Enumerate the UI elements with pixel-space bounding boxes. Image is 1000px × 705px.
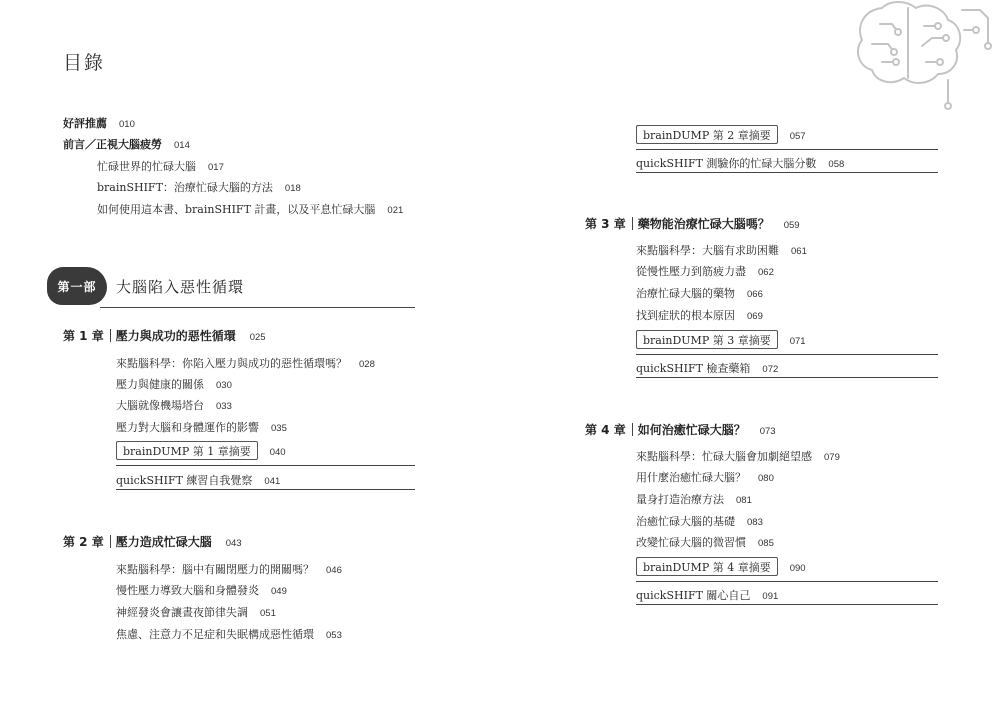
- brain-circuit-icon: [852, 0, 1000, 112]
- toc-entry-shift[interactable]: [116, 472, 280, 488]
- toc-page-number: 071: [789, 336, 806, 347]
- toc-page-number: 035: [271, 423, 287, 434]
- chapter-title: 如何治癒忙碌大腦？: [637, 423, 746, 437]
- toc-entry[interactable]: [116, 561, 342, 577]
- toc-page-number: 053: [326, 630, 342, 641]
- toc-entry-label: 找到症狀的根本原因: [636, 309, 735, 322]
- toc-entry[interactable]: [636, 307, 763, 323]
- page-title: 目錄: [63, 52, 106, 74]
- toc-entry[interactable]: [63, 115, 135, 131]
- chapter-separator: [632, 217, 633, 230]
- toc-entry[interactable]: [97, 158, 224, 174]
- toc-entry-label: 來點腦科學：大腦有求助困難: [636, 244, 779, 257]
- section-divider: [636, 172, 938, 173]
- toc-entry-label: 來點腦科學：你陷入壓力與成功的惡性循環嗎？: [116, 357, 347, 370]
- section-divider: [636, 149, 938, 150]
- toc-page-number: 049: [271, 586, 287, 597]
- toc-page-number: 080: [758, 473, 774, 484]
- chapter-number: 第 2 章: [63, 535, 104, 549]
- toc-entry-dump[interactable]: [636, 125, 806, 144]
- toc-entry-label: 壓力對大腦和身體運作的影響: [116, 421, 259, 434]
- toc-page-number: 021: [387, 205, 404, 216]
- toc-entry[interactable]: [636, 263, 774, 279]
- toc-entry-label: 來點腦科學：忙碌大腦會加劇絕望感: [636, 450, 812, 463]
- chapter-title: 壓力與成功的惡性循環: [115, 329, 236, 343]
- chapter-heading[interactable]: [585, 421, 776, 438]
- toc-entry-label: 忙碌世界的忙碌大腦: [97, 160, 196, 173]
- brain-dump-label: brainDUMP 第 2 章摘要: [636, 125, 778, 144]
- toc-entry-shift[interactable]: [636, 155, 844, 171]
- brain-dump-label: brainDUMP 第 4 章摘要: [636, 557, 778, 576]
- section-divider: [636, 377, 938, 378]
- brain-dump-label: brainDUMP 第 1 章摘要: [116, 441, 258, 460]
- toc-page-number: 028: [359, 359, 375, 370]
- toc-entry-dump[interactable]: [636, 330, 806, 349]
- toc-entry[interactable]: [116, 626, 342, 642]
- toc-page-number: 033: [216, 401, 232, 412]
- toc-entry[interactable]: [116, 604, 276, 620]
- chapter-title: 藥物能治療忙碌大腦嗎？: [637, 217, 770, 231]
- chapter-number: 第 1 章: [63, 329, 104, 343]
- toc-entry-label: 神經發炎會讓晝夜節律失調: [116, 606, 248, 619]
- toc-page-number: 069: [747, 311, 763, 322]
- toc-page-number: 081: [736, 495, 752, 506]
- toc-page-number: 046: [326, 565, 342, 576]
- chapter-heading[interactable]: [63, 533, 242, 550]
- toc-entry-label: 慢性壓力導致大腦和身體發炎: [116, 584, 259, 597]
- toc-entry-label: 從慢性壓力到筋疲力盡: [636, 265, 746, 278]
- toc-page-number: 091: [762, 591, 779, 602]
- quick-shift-label: quickSHIFT 練習自我覺察: [116, 474, 253, 487]
- toc-entry-label: 治療忙碌大腦的藥物: [636, 287, 735, 300]
- part-divider: [100, 307, 415, 308]
- section-divider: [116, 489, 415, 490]
- toc-page-number: 018: [284, 183, 301, 194]
- toc-page-number: 057: [789, 131, 806, 142]
- toc-page-number: 059: [783, 220, 800, 231]
- toc-entry-dump[interactable]: [116, 441, 286, 460]
- toc-page-number: 066: [747, 289, 763, 300]
- toc-entry[interactable]: [636, 285, 763, 301]
- toc-entry-shift[interactable]: [636, 360, 778, 376]
- chapter-heading[interactable]: [63, 327, 266, 344]
- brain-dump-label: brainDUMP 第 3 章摘要: [636, 330, 778, 349]
- quick-shift-label: quickSHIFT 檢查藥箱: [636, 362, 751, 375]
- chapter-number: 第 4 章: [585, 423, 626, 437]
- toc-entry[interactable]: [97, 201, 403, 217]
- toc-entry-shift[interactable]: [636, 587, 778, 603]
- quick-shift-label: quickSHIFT 測驗你的忙碌大腦分數: [636, 157, 817, 170]
- toc-entry-label: 改變忙碌大腦的微習慣: [636, 536, 746, 549]
- part-badge: 第一部: [47, 267, 107, 305]
- toc-entry[interactable]: [63, 136, 190, 152]
- toc-page-number: 014: [174, 140, 190, 151]
- toc-page-number: 083: [747, 517, 763, 528]
- quick-shift-label: quickSHIFT 關心自己: [636, 589, 751, 602]
- toc-entry[interactable]: [116, 355, 375, 371]
- toc-entry-label: 好評推薦: [63, 117, 107, 130]
- toc-entry[interactable]: [636, 242, 807, 258]
- toc-page-number: 040: [269, 447, 286, 458]
- toc-entry-label: 量身打造治療方法: [636, 493, 724, 506]
- toc-entry[interactable]: [116, 376, 232, 392]
- toc-page-number: 017: [208, 162, 224, 173]
- toc-page-number: 051: [260, 608, 276, 619]
- toc-entry-label: 用什麼治癒忙碌大腦？: [636, 471, 746, 484]
- toc-page-number: 025: [249, 332, 266, 343]
- chapter-separator: [110, 329, 111, 342]
- toc-page-number: 010: [119, 119, 135, 130]
- toc-page-number: 043: [225, 538, 242, 549]
- toc-page-number: 061: [791, 246, 807, 257]
- toc-entry[interactable]: [116, 419, 287, 435]
- section-divider: [636, 581, 938, 582]
- chapter-heading[interactable]: [585, 215, 800, 232]
- toc-page-number: 079: [824, 452, 840, 463]
- toc-entry-label: 治癒忙碌大腦的基礎: [636, 515, 735, 528]
- toc-page-number: 041: [264, 476, 281, 487]
- section-divider: [116, 465, 415, 466]
- toc-entry-label: 來點腦科學：腦中有關閉壓力的開關嗎？: [116, 563, 314, 576]
- toc-entry[interactable]: [97, 179, 301, 195]
- part-title: 大腦陷入惡性循環: [116, 278, 245, 296]
- toc-entry[interactable]: [636, 534, 774, 550]
- toc-entry-label: brainSHIFT：治療忙碌大腦的方法: [97, 181, 273, 194]
- chapter-separator: [632, 423, 633, 436]
- toc-page-number: 030: [216, 380, 232, 391]
- toc-entry-dump[interactable]: [636, 557, 806, 576]
- section-divider: [636, 604, 938, 605]
- toc-entry-label: 大腦就像機場塔台: [116, 399, 204, 412]
- toc-entry[interactable]: [636, 469, 774, 485]
- toc-entry[interactable]: [636, 448, 840, 464]
- toc-entry-label: 前言／正視大腦疲勞: [63, 138, 162, 151]
- toc-entry-label: 如何使用這本書、brainSHIFT 計畫，以及平息忙碌大腦: [97, 203, 376, 216]
- chapter-title: 壓力造成忙碌大腦: [115, 535, 212, 549]
- section-divider: [636, 354, 938, 355]
- chapter-number: 第 3 章: [585, 217, 626, 231]
- toc-entry[interactable]: [636, 513, 763, 529]
- chapter-separator: [110, 535, 111, 548]
- toc-entry[interactable]: [636, 491, 752, 507]
- toc-entry[interactable]: [116, 397, 232, 413]
- toc-page-number: 085: [758, 538, 774, 549]
- toc-entry[interactable]: [116, 582, 287, 598]
- toc-page-number: 090: [789, 563, 806, 574]
- toc-entry-label: 焦慮、注意力不足症和失眠構成惡性循環: [116, 628, 314, 641]
- toc-entry-label: 壓力與健康的關係: [116, 378, 204, 391]
- toc-page-number: 073: [759, 426, 776, 437]
- toc-page-number: 062: [758, 267, 774, 278]
- toc-page-number: 058: [828, 159, 845, 170]
- toc-page-number: 072: [762, 364, 779, 375]
